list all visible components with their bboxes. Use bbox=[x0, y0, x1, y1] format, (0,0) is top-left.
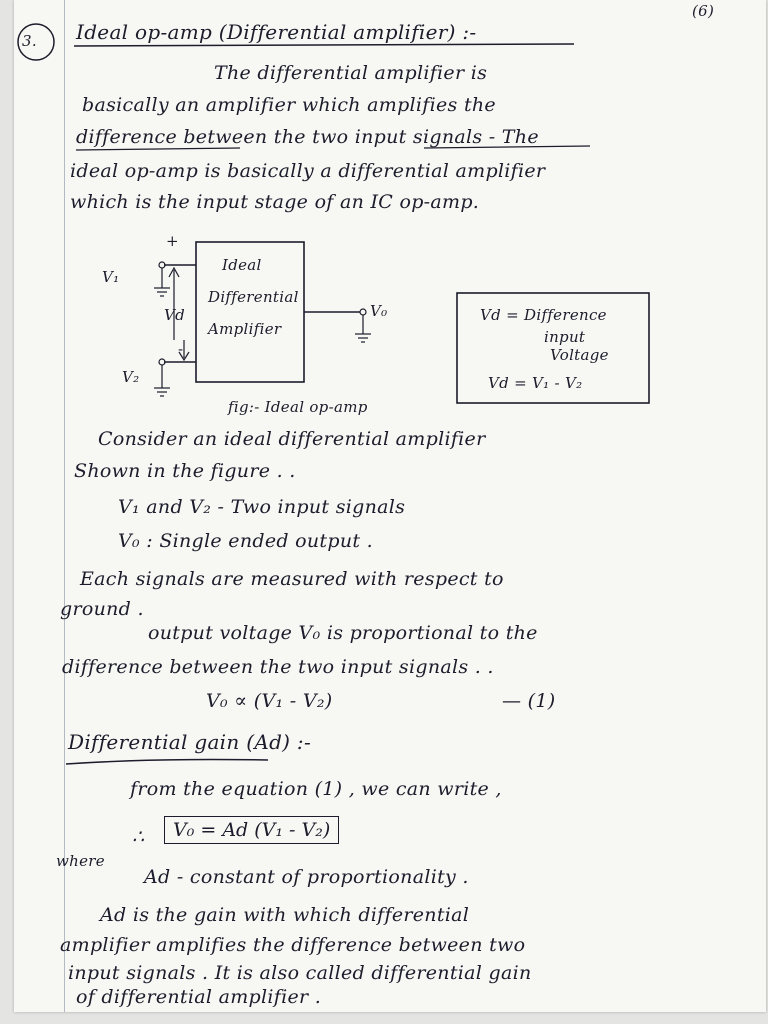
body-line-6: difference between the two input signals . . bbox=[62, 656, 494, 678]
vo-label: V₀ bbox=[370, 302, 388, 320]
therefore-symbol: ∴ bbox=[132, 826, 145, 848]
body-line-1: Consider an ideal differential amplifier bbox=[98, 428, 486, 450]
definition-v1-v2: V₁ and V₂ - Two input signals bbox=[118, 496, 406, 518]
section-number: 3. bbox=[22, 32, 37, 50]
intro-line-1: The differential amplifier is bbox=[214, 62, 488, 84]
notebook-page bbox=[14, 0, 766, 1012]
boxed-equation: V₀ = Ad (V₁ - V₂) bbox=[164, 816, 339, 844]
gain-para-line-4: of differential amplifier . bbox=[76, 986, 322, 1008]
where-label: where bbox=[56, 852, 105, 870]
gain-underline bbox=[66, 760, 268, 765]
equation-1-number: — (1) bbox=[502, 690, 556, 712]
intro-line-5: which is the input stage of an IC op-amp. bbox=[70, 191, 480, 213]
block-line-3: Amplifier bbox=[208, 320, 282, 338]
intro-line-4: ideal op-amp is basically a differential amplifier bbox=[70, 160, 546, 182]
figure-caption: fig:- Ideal op-amp bbox=[228, 398, 368, 416]
minus-sign: - bbox=[178, 340, 184, 358]
legend-line-3: Voltage bbox=[550, 346, 609, 364]
page-heading: Ideal op-amp (Differential amplifier) :- bbox=[76, 20, 477, 44]
body-line-4: ground . bbox=[60, 598, 144, 620]
body-line-5: output voltage V₀ is proportional to the bbox=[148, 622, 538, 644]
body-line-3: Each signals are measured with respect to bbox=[80, 568, 504, 590]
gain-line-1: from the equation (1) , we can write , bbox=[130, 778, 502, 800]
ad-definition: Ad - constant of proportionality . bbox=[144, 866, 469, 888]
equation-1: V₀ ∝ (V₁ - V₂) bbox=[206, 690, 333, 712]
v1-label: V₁ bbox=[102, 268, 120, 286]
gain-para-line-1: Ad is the gain with which differential bbox=[100, 904, 470, 926]
page-number: (6) bbox=[692, 2, 715, 20]
legend-line-4: Vd = V₁ - V₂ bbox=[488, 374, 583, 392]
definition-vo: V₀ : Single ended output . bbox=[118, 530, 373, 552]
intro-line-3: difference between the two input signals - The bbox=[76, 126, 539, 148]
vd-label: Vd bbox=[164, 306, 186, 324]
gain-heading: Differential gain (Ad) :- bbox=[68, 730, 312, 754]
plus-sign: + bbox=[166, 232, 179, 250]
heading-underline bbox=[74, 44, 574, 46]
block-line-2: Differential bbox=[208, 288, 299, 306]
intro-line-2: basically an amplifier which amplifies the bbox=[82, 94, 496, 116]
legend-line-2: input bbox=[544, 328, 586, 346]
v2-label: V₂ bbox=[122, 368, 140, 386]
body-line-2: Shown in the figure . . bbox=[74, 460, 296, 482]
gain-para-line-2: amplifier amplifies the difference between two bbox=[60, 934, 526, 956]
gain-para-line-3: input signals . It is also called differential gain bbox=[68, 962, 532, 984]
block-line-1: Ideal bbox=[222, 256, 262, 274]
legend-line-1: Vd = Difference bbox=[480, 306, 607, 324]
